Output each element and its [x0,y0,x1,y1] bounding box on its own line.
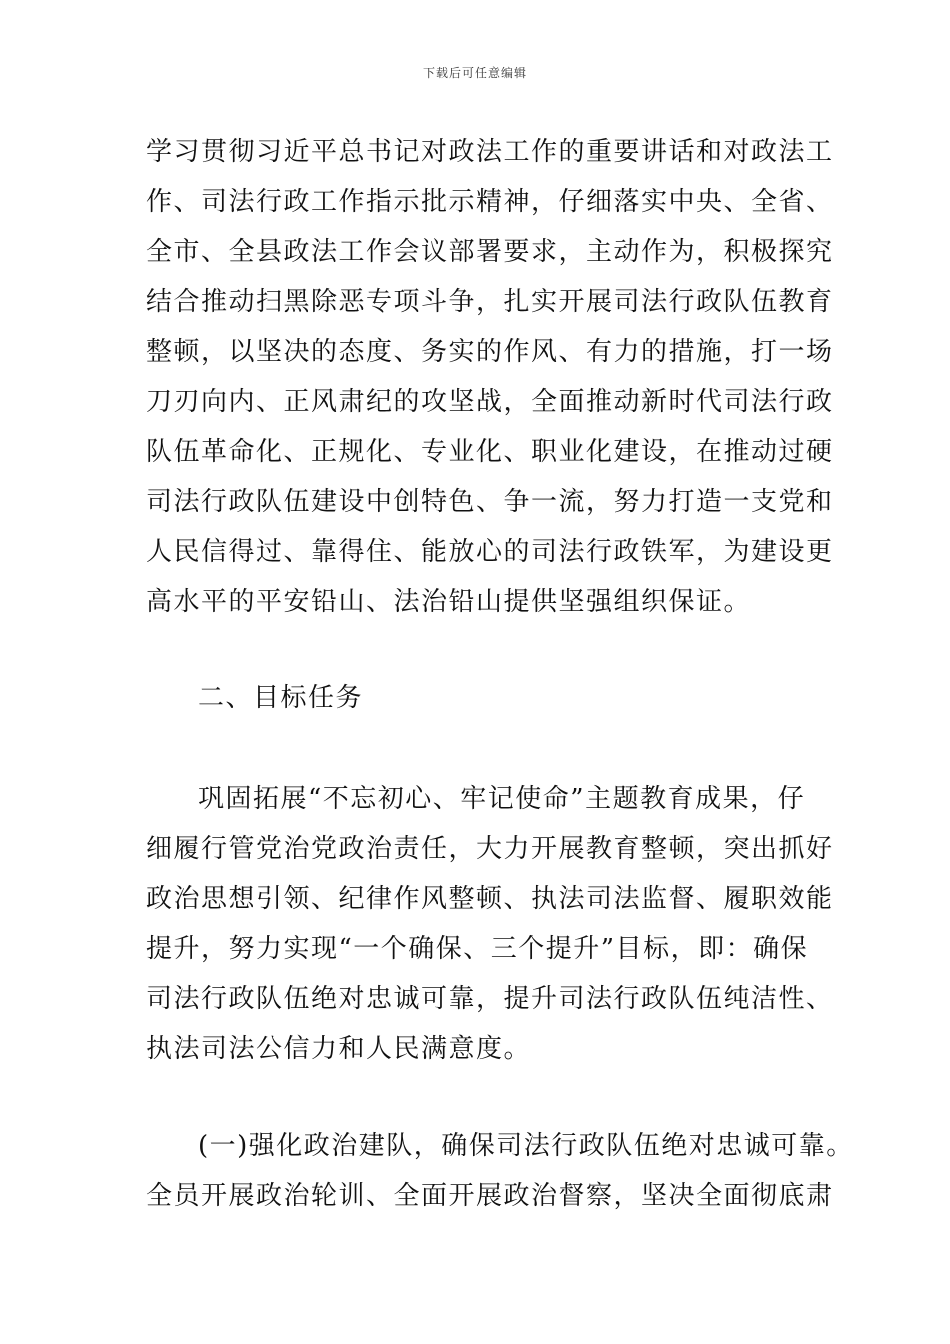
paragraph-line: 司法行政队伍绝对忠诚可靠，提升司法行政队伍纯洁性、 [146,984,834,1014]
paragraph-line: 刀刃向内、正风肃纪的攻坚战，全面推动新时代司法行政 [146,387,834,417]
paragraph-line: 全员开展政治轮训、全面开展政治督察，坚决全面彻底肃 [146,1181,834,1211]
paragraph-line: 结合推动扫黑除恶专项斗争，扎实开展司法行政队伍教育 [146,287,834,317]
header-note: 下载后可任意编辑 [422,66,527,80]
paragraph-line: 作、司法行政工作指示批示精神，仔细落实中央、全省、 [146,187,834,217]
paragraph-line: 人民信得过、靠得住、能放心的司法行政铁军，为建设更 [146,537,834,567]
paragraph-line: 全市、全县政法工作会议部署要求，主动作为，积极探究 [146,237,834,267]
section-heading: 二、目标任务 [198,683,364,713]
paragraph-line: 高水平的平安铅山、法治铅山提供坚强组织保证。 [146,587,752,617]
paragraph-line: 巩固拓展“不忘初心、牢记使命”主题教育成果，仔 [198,784,806,814]
paragraph-line: 政治思想引领、纪律作风整顿、执法司法监督、履职效能 [146,884,834,914]
paragraph-line: 司法行政队伍建设中创特色、争一流，努力打造一支党和 [146,487,834,517]
paragraph-line: 整顿，以坚决的态度、务实的作风、有力的措施，打一场 [146,337,834,367]
paragraph-line: 提升，努力实现“一个确保、三个提升”目标，即：确保 [146,934,809,964]
paragraph-line: 队伍革命化、正规化、专业化、职业化建设，在推动过硬 [146,437,834,467]
paragraph-line: 学习贯彻习近平总书记对政法工作的重要讲话和对政法工 [146,137,834,167]
paragraph-line: 细履行管党治党政治责任，大力开展教育整顿，突出抓好 [146,834,834,864]
paragraph-line: 执法司法公信力和人民满意度。 [146,1034,532,1064]
paragraph-line: (一)强化政治建队，确保司法行政队伍绝对忠诚可靠。 [198,1131,854,1161]
